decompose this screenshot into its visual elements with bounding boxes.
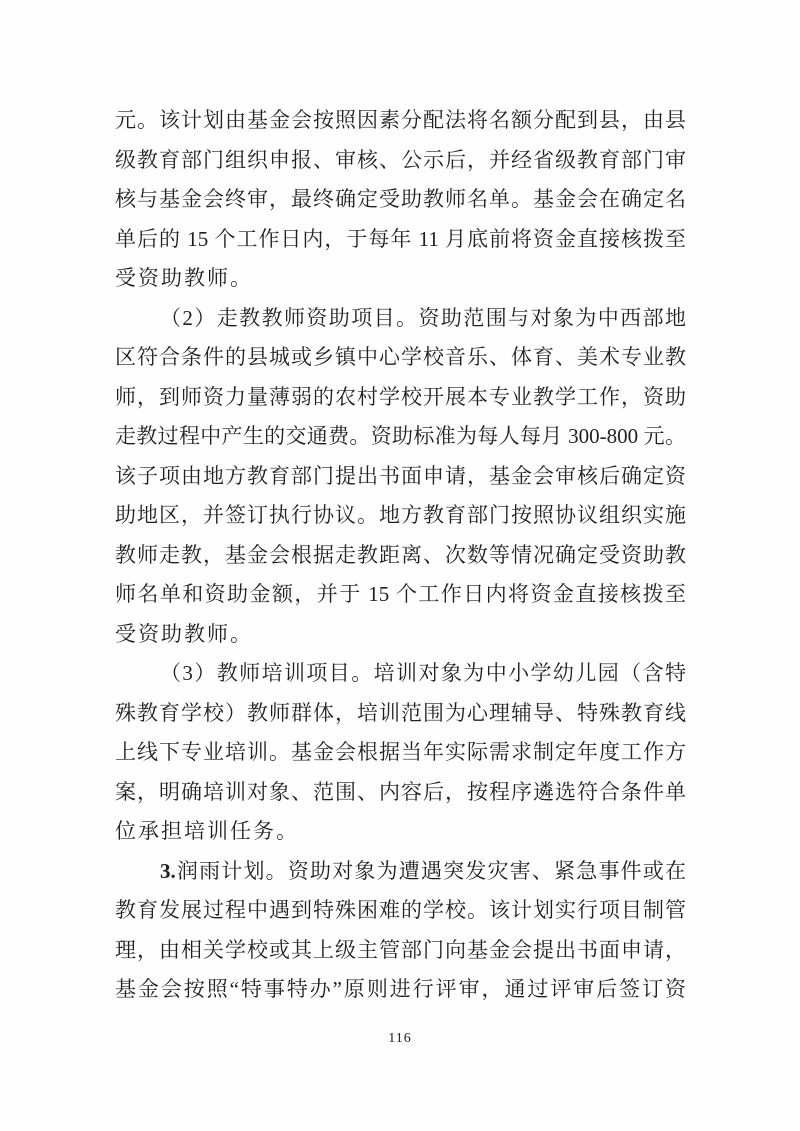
text-line: 3.润雨计划。资助对象为遭遇突发灾害、紧急事件或在 — [160, 858, 686, 883]
text-line: 受资助教师。 — [115, 266, 253, 290]
page-number: 116 — [388, 1031, 412, 1046]
text-line: 单后的 15 个工作日内，于每年 11 月底前将资金直接核拨至 — [115, 226, 686, 251]
text-line: 级教育部门组织申报、审核、公示后，并经省级教育部门审 — [115, 147, 686, 172]
paragraph-2-visiting-teacher-program — [115, 299, 686, 655]
document-body — [115, 101, 686, 1010]
text-line: 上线下专业培训。基金会根据当年实际需求制定年度工作方 — [115, 740, 686, 764]
text-line: 位承担培训任务。 — [115, 819, 299, 843]
bold-list-number: 3. — [160, 858, 176, 883]
text-line: 殊教育学校）教师群体，培训范围为心理辅导、特殊教育线 — [115, 700, 686, 725]
paragraph-funding-allocation-continuation — [115, 101, 686, 299]
text-line: 案，明确培训对象、范围、内容后，按程序遴选符合条件单 — [115, 779, 686, 804]
text-line: 该子项由地方教育部门提出书面申请，基金会审核后确定资 — [115, 463, 686, 488]
text-line: 受资助教师。 — [115, 621, 253, 646]
text-line: 师，到师资力量薄弱的农村学校开展本专业教学工作，资助 — [115, 384, 686, 409]
text-line: 基金会按照“特事特办”原则进行评审，通过评审后签订资 — [115, 977, 686, 1001]
text-line: （2）走教教师资助项目。资助范围与对象为中西部地 — [160, 305, 686, 330]
text-line: 区符合条件的县城或乡镇中心学校音乐、体育、美术专业教 — [115, 345, 686, 369]
text-line: 师名单和资助金额，并于 15 个工作日内将资金直接核拨至 — [115, 582, 686, 606]
text-line: 走教过程中产生的交通费。资助标准为每人每月 300-800 元。 — [115, 424, 686, 448]
paragraph-3-teacher-training-program — [115, 654, 686, 852]
text-line: （3）教师培训项目。培训对象为中小学幼儿园（含特 — [160, 661, 686, 685]
text-line: 教育发展过程中遇到特殊困难的学校。该计划实行项目制管 — [115, 898, 686, 922]
text-line: 理，由相关学校或其上级主管部门向基金会提出书面申请， — [115, 937, 686, 962]
text-line: 核与基金会终审，最终确定受助教师名单。基金会在确定名 — [115, 187, 686, 211]
text-line: 教师走教，基金会根据走教距离、次数等情况确定受资助教 — [115, 542, 686, 567]
paragraph-4-runyu-plan — [115, 852, 686, 1010]
text-line: 助地区，并签订执行协议。地方教育部门按照协议组织实施 — [115, 503, 686, 527]
text-line: 元。该计划由基金会按照因素分配法将名额分配到县，由县 — [115, 108, 686, 132]
